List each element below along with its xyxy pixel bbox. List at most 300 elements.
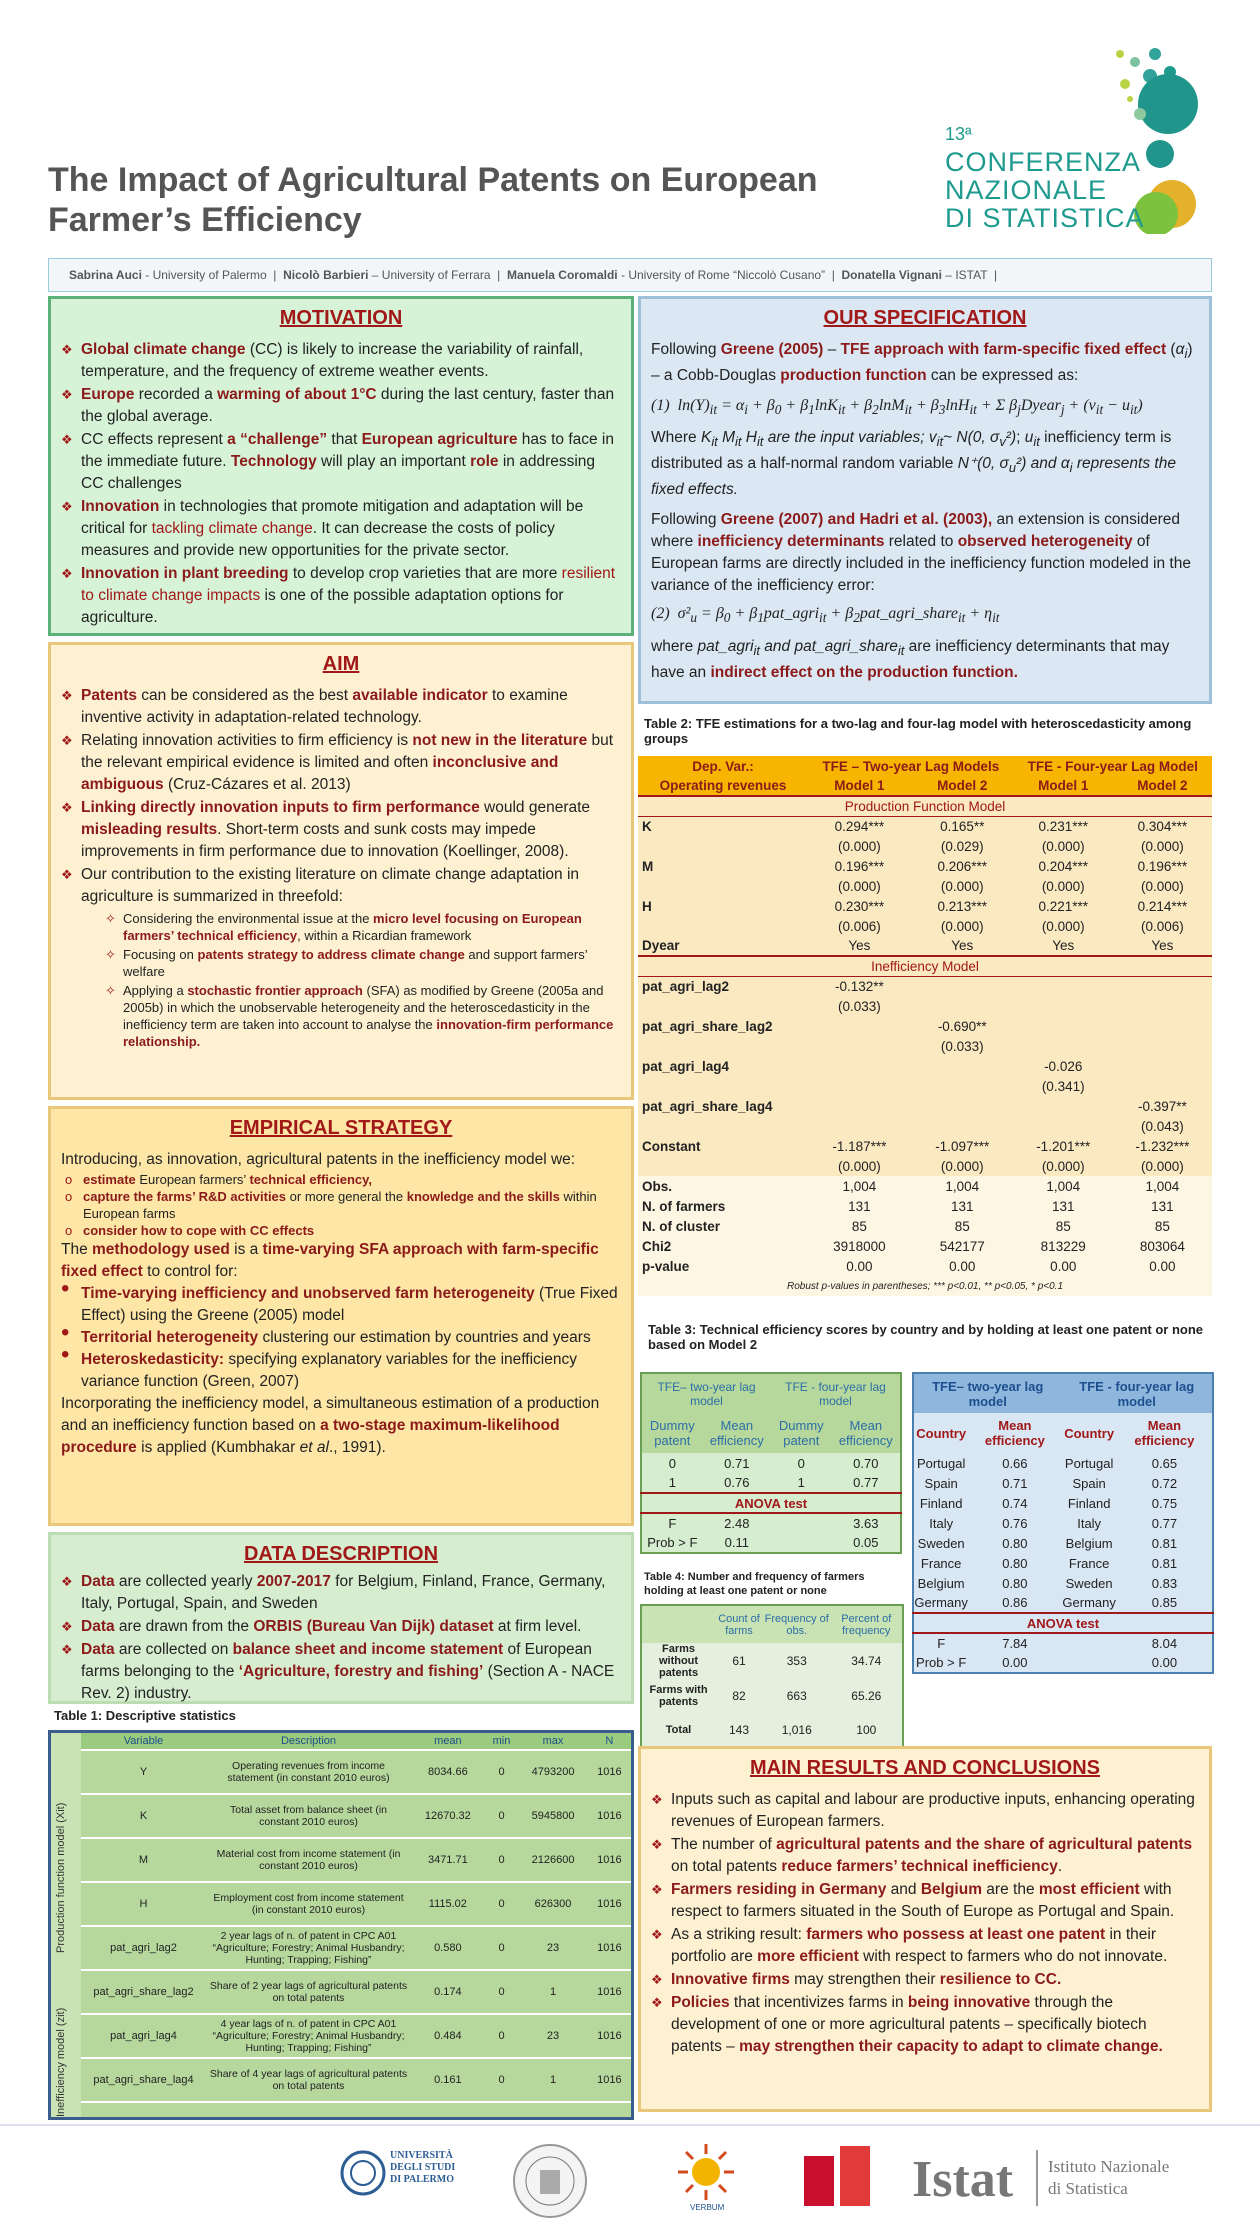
table-cell: 85 [1055,1218,1071,1234]
column-header: Count of farms [718,1612,760,1637]
table-cell: (0.000) [1041,878,1085,894]
table1 [81,1733,631,2103]
section-label: Inefficiency Model [638,956,1212,976]
table3-left [640,1372,902,1554]
table-cell: 131 [1151,1198,1174,1214]
table-cell: 663 [786,1689,807,1703]
spec-text-2: Where $K_{it}$ $M_{it}$ $H_{it}$ are the input variables; $v_{it}\sim$ N(0, $\sigma_v^2$); $u_{it}$ inefficiency term is distributed as a half-normal random variable N⁺(0, $\sigma_u^2$) and $\alpha_i$ represents the fixed effects. [651,429,1176,499]
list-item: o capture the farms’ R&D activities or more general the knowledge and the skills within European farms [61,1188,621,1222]
table-cell: 4 year lags of n. of patent in CPC A01 “Agriculture; Forestry; Animal Husbandry; Hunting; Trapping; Fishing” [206,2014,411,2058]
table-section-row [913,1613,1213,1633]
equation-1: (1) $\ln(Y)_{it} = \alpha_i + \beta_0 + \beta_1\ln K_{it} + \beta_2\ln M_{it} + \beta_3\ln H_{it} + \Sigma$ $\beta_jDyear_j + (v_{it} - u_{it})$ [651,397,1143,418]
table-cell: 12670.32 [411,1794,485,1838]
table-cell: 0 [485,2058,519,2102]
table-row [638,1236,1212,1256]
table-cell: (0.000) [1141,878,1184,894]
sun-logo-text: VERBUM [690,2203,725,2212]
table-cell: 0.74 [1002,1495,1028,1511]
table-row [81,2058,631,2102]
table-cell: 0.65 [1151,1455,1178,1471]
table-cell: 0.304*** [1137,818,1188,834]
column-header: TFE - Four-year Lag Model [1027,758,1198,774]
table-cell: pat_agri_lag4 [81,2014,206,2058]
table2 [638,756,1212,1296]
table-cell: -0.397** [1138,1098,1187,1114]
table-cell: 0.00 [1050,1258,1077,1274]
table-cell: 1016 [588,1970,631,2014]
table-row [638,836,1212,856]
table-cell: 131 [1051,1198,1075,1214]
table-cell: 803064 [1139,1238,1185,1254]
empirical-intro: Introducing, as innovation, agricultural patents in the inefficiency model we: [61,1151,576,1168]
table-row [638,1056,1212,1076]
table-cell: 0.231*** [1038,818,1088,834]
table1-group1-label: Production function model (Xit) [55,1802,67,1953]
table-cell: 0.00 [949,1258,976,1274]
spec-text-1: Following Greene (2005) – TFE approach with farm-specific fixed effect $(\alpha_i)$ – a Cobb-Douglas production function can be expressed as: [651,341,1193,385]
list-item: • Heteroskedasticity: specifying explanatory variables for the inefficiency variance function (Green, 2007) [61,1349,621,1393]
table-row [638,1016,1212,1036]
table-header-row [81,1733,631,1750]
spec-text-4: where pat_agri$_{it}$ and pat_agri_share$_{it}$ are inefficiency determinants that may have an indirect effect on the production function. [651,637,1170,681]
column-header: Model 1 [1038,778,1089,793]
table-row [641,1513,901,1533]
table-cell: 85 [1154,1218,1170,1234]
list-item: ❖ Farmers residing in Germany and Belgium are the most efficient with respect to farmers situated in the South of Europe as Portugal and Spain. [651,1879,1199,1923]
list-item: ✧ Applying a stochastic frontier approach (SFA) as modified by Greene (2005a and 2005b) in which the unobservable heterogeneity and the heteroscedasticity in the inefficiency term are taken into account to analyse the innovation-firm performance relationship. [105,982,621,1050]
table-cell: 23 [518,1926,587,1970]
table-header-row [641,1413,901,1453]
table-section-row [638,796,1212,816]
table-header-row [641,1373,901,1413]
table-cell: -0.026 [1044,1058,1083,1074]
table-cell [1113,1056,1212,1076]
table-cell: (0.029) [940,838,984,854]
table-cell: N. of farmers [642,1198,726,1214]
table-cell: 1016 [588,1882,631,1926]
table-cell: 542177 [939,1238,985,1254]
table-cell [1113,1016,1212,1036]
table-header-row [913,1413,1213,1453]
table-cell: 143 [728,1722,750,1737]
equation-2: (2) $\sigma^2_u = \beta_0$ + $\beta_1pat\_agri_{it}$ + $\beta_2pat\_agri\_share_{it} + \eta_{it}$ [651,605,1000,626]
table-cell: 0 [668,1455,676,1471]
table-cell: M [642,858,654,874]
table-cell [1061,1653,1116,1673]
table-cell: F [937,1636,946,1651]
table-cell: 0.83 [1151,1575,1178,1591]
table-cell: 131 [950,1198,974,1214]
table-cell: Total asset from balance sheet (in constant 2010 euros) [206,1794,411,1838]
table-cell [911,1056,1014,1076]
table-cell: Chi2 [642,1238,672,1254]
list-item: ❖ Innovation in plant breeding to develop crop varieties that are more resilient to climate change impacts is one of the possible adaptation options for agriculture. [61,563,621,629]
table-cell: (0.341) [1041,1078,1085,1094]
list-item: ✧ Focusing on patents strategy to address climate change and support farmers’ welfare [105,946,621,980]
table3-right [912,1372,1214,1674]
table-cell: -1.097*** [935,1138,990,1154]
list-item: ❖ Patents can be considered as the best available indicator to examine inventive activity in adaptation-related technology. [61,685,621,729]
table-row [81,2014,631,2058]
table-cell [1014,1116,1113,1136]
anova-label: ANOVA test [641,1493,901,1513]
table-row [913,1633,1213,1653]
table-cell: (0.000) [1141,1158,1184,1174]
table-cell: 0 [485,1750,519,1794]
table-cell: (0.033) [940,1038,984,1054]
column-header: Mean efficiency [838,1418,893,1448]
table-cell: 0.70 [853,1455,879,1471]
table-cell: (0.000) [940,918,984,934]
table-cell: (0.000) [940,1158,984,1174]
table-cell: (0.000) [1141,838,1184,854]
list-item: ❖ Data are collected on balance sheet and income statement of European farms belonging to the ‘Agriculture, forestry and fishing’ (Section A - NACE Rev. 2) industry. [61,1639,621,1705]
table-cell: Material cost from income statement (in constant 2010 euros) [206,1838,411,1882]
table-cell: Share of 4 year lags of agricultural patents on total patents [206,2058,411,2102]
aim-list [61,685,621,1050]
istat-name [1048,2156,1169,2200]
table-cell: 1016 [588,1794,631,1838]
results-heading: MAIN RESULTS AND CONCLUSIONS [750,1757,1100,1779]
list-item: ❖ Policies that incentivizes farms in being innovative through the development of one or more agricultural patents – specifically biotech patents – may strengthen their capacity to adapt to climate change. [651,1992,1199,2058]
table-cell: 0.81 [1151,1535,1178,1551]
table-cell: 0.221*** [1038,898,1088,914]
table-row [638,1256,1212,1276]
table-cell: 0.00 [1149,1258,1176,1274]
table-cell: 813229 [1040,1238,1086,1254]
column-header: TFE– two-year lag model [932,1378,1044,1409]
motivation-panel [48,296,634,636]
table-row [638,1076,1212,1096]
table-row [81,1838,631,1882]
empirical-panel [48,1106,634,1526]
table-cell: H [642,898,652,914]
table-row [638,876,1212,896]
column-header: max [518,1733,587,1750]
table-cell: 65.26 [851,1689,882,1703]
table-cell: France [1068,1555,1110,1571]
column-header: Mean efficiency [1134,1418,1195,1448]
logo-text: DEGLI STUDI [390,2162,456,2173]
table-cell: 82 [732,1689,746,1703]
table-row [638,1036,1212,1056]
table-cell: Constant [642,1138,701,1154]
table-cell [911,996,1014,1016]
table-header-row [641,1605,903,1643]
table4 [640,1604,904,1748]
table-row [913,1453,1213,1473]
table-cell [911,976,1014,996]
table-cell: (0.000) [1041,1158,1085,1174]
table-cell: Prob > F [647,1535,698,1550]
conference-name-line3: DI STATISTICA [945,203,1145,233]
table-note-row [638,1276,1212,1296]
table-cell [808,1016,911,1036]
poster-title: The Impact of Agricultural Patents on European Farmer’s Efficiency [48,161,818,239]
column-header: Model 2 [937,778,988,793]
list-item: • Territorial heterogeneity clustering our estimation by countries and years [61,1327,621,1349]
table-row [913,1493,1213,1513]
authors-bar: Sabrina Auci - University of Palermo | Nicolò Barbieri – University of Ferrara | Manuela Coromaldi - University of Rome “Niccolò Cusano” | Donatella Vignani – ISTAT | [48,258,1212,292]
list-item: ❖ Innovative firms may strengthen their resilience to CC. [651,1969,1199,1991]
author-name: Donatella Vignani [841,268,942,282]
table-row [81,1882,631,1926]
table-cell: 1 [797,1475,805,1490]
istat-divider [1036,2150,1038,2206]
table-row [638,916,1212,936]
column-header [641,1605,715,1643]
author-affiliation: University of Ferrara [381,268,491,282]
table-cell: (0.000) [838,838,881,854]
table-cell [1014,1096,1113,1116]
author-affiliation: University of Palermo [152,268,267,282]
table-cell [1113,1076,1212,1096]
conference-number: 13ª [945,124,972,144]
footer-divider [0,2124,1260,2126]
list-item: ✧ Considering the environmental issue at the micro level focusing on European farmers’ technical efficiency, within a Ricardian framework [105,910,621,944]
table-cell: 0 [485,1838,519,1882]
table-row [638,1196,1212,1216]
table-row [913,1473,1213,1493]
table-cell [1014,976,1113,996]
table-note: Robust p-values in parentheses; *** p<0.01, ** p<0.05, * p<0.1 [638,1276,1212,1296]
column-header: Percent of frequency [841,1612,892,1637]
conference-name-line1: CONFERENZA [945,147,1142,177]
table-cell: 0.196*** [1137,858,1188,874]
table-cell: F [668,1516,677,1531]
column-header: TFE – Two-year Lag Models [822,758,1000,774]
ferrara-seal-icon [510,2136,590,2226]
results-list [651,1789,1199,2058]
table-row [913,1573,1213,1593]
table-cell: Belgium [1065,1535,1113,1551]
table-cell: Dyear [642,938,680,953]
table-cell: Yes [1052,938,1075,953]
table-cell: 0 [797,1455,805,1471]
table-cell: 1016 [588,2058,631,2102]
table-cell: 0.05 [853,1535,879,1550]
table-cell: 34.74 [851,1654,882,1668]
author-affiliation: University of Rome “Niccolò Cusano” [628,268,826,282]
table-cell: 1016 [588,1926,631,1970]
table-header-row [638,756,1212,776]
table-cell: 61 [732,1654,746,1668]
table-cell: 85 [954,1218,970,1234]
list-item: ❖ Linking directly innovation inputs to firm performance would generate misleading results. Short-term costs and sunk costs may impede improvements in firm performance due to innovation (Koellinger, 2008). [61,797,621,863]
table-cell [808,1036,911,1056]
table-cell: Sweden [917,1535,965,1551]
table-cell: 0.11 [724,1535,749,1550]
table-cell: -1.187*** [832,1138,887,1154]
table-cell: 2126600 [518,1838,587,1882]
aim-panel [48,642,634,1100]
column-header: Mean efficiency [984,1418,1045,1448]
table-cell: Obs. [642,1178,673,1194]
list-item: o consider how to cope with CC effects [61,1222,621,1239]
table-cell: pat_agri_lag2 [81,1926,206,1970]
table-cell: 0 [485,1882,519,1926]
list-item: • Time-varying inefficiency and unobserved farm heterogeneity (True Fixed Effect) using the Greene (2005) model [61,1283,621,1327]
table-cell: Germany [1062,1595,1116,1610]
conference-name-line2: NAZIONALE [945,175,1108,205]
column-header: min [485,1733,519,1750]
table-cell [638,996,808,1016]
table-cell: 0.80 [1002,1555,1028,1571]
table-cell: pat_agri_share_lag4 [81,2058,206,2102]
table-cell: (0.000) [838,878,881,894]
table-row [81,1750,631,1794]
table-cell: 0.71 [1002,1475,1028,1491]
table-row [638,1136,1212,1156]
table-cell: 0.77 [853,1475,879,1490]
table-cell: France [920,1555,962,1571]
table-section-row [638,956,1212,976]
table-row [913,1513,1213,1533]
table-cell: Italy [1077,1515,1102,1531]
table-cell: K [81,1794,206,1838]
table-row [638,976,1212,996]
column-header: Country [1064,1425,1115,1441]
table-cell: 626300 [518,1882,587,1926]
column-header: Variable [81,1733,206,1750]
table-cell: Yes [951,938,974,953]
table-cell: 0.196*** [834,858,885,874]
table-cell: 0.72 [1151,1475,1178,1491]
table-cell: Yes [848,938,871,953]
table-section-row [641,1493,901,1513]
table-cell [808,1116,911,1136]
table-cell [1014,1016,1113,1036]
table-cell: Spain [924,1475,958,1491]
table-cell: Total [665,1723,692,1736]
table-row [913,1533,1213,1553]
empirical-method: The methodology used is a time-varying SFA approach with farm-specific fixed effect to control for: [61,1241,599,1280]
table-row [641,1679,903,1713]
empirical-controls [61,1283,621,1393]
table-cell: (0.000) [1041,838,1085,854]
table-cell: 0.161 [411,2058,485,2102]
table-cell: 0.80 [1002,1535,1028,1551]
table-cell: -1.232*** [1135,1138,1190,1154]
table-cell: 1 [668,1475,676,1490]
column-header: mean [411,1733,485,1750]
table-cell [638,1116,808,1136]
table-cell: 100 [856,1722,877,1737]
table-row [913,1553,1213,1573]
table-cell: 0 [485,1926,519,1970]
author-name: Manuela Coromaldi [506,268,618,282]
istat-logo: Istat [912,2151,1014,2208]
table-cell: pat_agri_lag4 [642,1058,730,1074]
table2-caption: Table 2: TFE estimations for a two-lag and four-lag model with heteroscedasticity among groups [644,716,1192,746]
table-cell: 0.80 [1002,1575,1028,1591]
table-cell: 0 [485,1970,519,2014]
table-cell: 131 [848,1198,871,1214]
table-cell: 2 year lags of n. of patent in CPC A01 “Agriculture; Forestry; Animal Husbandry; Hunting; Trapping; Fishing” [206,1926,411,1970]
table-cell: K [642,818,652,834]
table-row [913,1653,1213,1673]
table-cell: Y [81,1750,206,1794]
list-item: ❖ Innovation in technologies that promote mitigation and adaptation will be critical for tackling climate change. It can decrease the costs of policy measures and provide new opportunities for the private sector. [61,496,621,562]
table-cell: 0.00 [1002,1655,1028,1670]
table-cell: 1 [518,1970,587,2014]
table-cell [638,916,808,936]
column-header: Model 1 [834,778,885,793]
column-header: Mean efficiency [709,1418,764,1448]
table-row [638,1096,1212,1116]
column-header: TFE - four-year lag model [1079,1378,1195,1409]
list-item: ❖ Relating innovation activities to firm efficiency is not new in the literature but the relevant empirical evidence is limited and often inconclusive and ambiguous (Cruz-Cázares et al. 2013) [61,730,621,796]
author-name: Nicolò Barbieri [283,268,369,282]
table-cell: Farms without patents [658,1643,699,1679]
table-row [641,1643,903,1679]
table-cell: (0.043) [1141,1118,1184,1134]
table-cell: 0.174 [411,1970,485,2014]
logo-text: di Statistica [1048,2179,1128,2198]
table-cell [1113,996,1212,1016]
table-cell: 5945800 [518,1794,587,1838]
table-row [638,996,1212,1016]
column-header: Operating revenues [659,778,787,793]
table-cell [638,1156,808,1176]
table-row [638,1116,1212,1136]
table-cell: 1016 [588,1838,631,1882]
table-cell [808,1076,911,1096]
column-header: TFE– two-year lag model [657,1379,756,1408]
table-row [638,1156,1212,1176]
table-cell: 0.00 [846,1258,873,1274]
table-cell [911,1116,1014,1136]
table-cell [771,1533,832,1553]
aim-heading: AIM [322,653,360,675]
table-row [638,936,1212,956]
table-cell: 0.76 [1002,1515,1028,1531]
data-description-panel [48,1532,634,1704]
table-cell: Operating revenues from income statement (in constant 2010 euros) [206,1750,411,1794]
list-item: ❖ As a striking result: farmers who possess at least one patent in their portfolio are more efficient with respect to farmers who do not innovate. [651,1924,1199,1968]
table-cell: 2.48 [724,1516,750,1531]
table1-caption: Table 1: Descriptive statistics [54,1708,236,1723]
list-item: ❖ Our contribution to the existing literature on climate change adaptation in agriculture is summarized in threefold: ✧ Considering the environmental issue at the micro level focusing on European farmers’ technical efficiency, within a Ricardian framework ✧ Focusing on patents strategy to address climate change and support farmers’ welfare ✧ Applying a stochastic frontier approach (SFA) as modified by Greene (2005a and 2005b) in which the unobservable heterogeneity and the heteroscedasticity in the inefficiency term are taken into account to analyse the innovation-firm performance relationship. [61,864,621,1050]
list-item: ❖ CC effects represent a “challenge” that European agriculture has to face in the immediate future. Technology will play an important role in addressing CC challenges [61,429,621,495]
table-cell [1014,996,1113,1016]
table-row [641,1473,901,1493]
table-cell [1113,1036,1212,1056]
table-cell: (0.000) [1041,918,1085,934]
table-cell: 23 [518,2014,587,2058]
table-cell [911,1096,1014,1116]
table-cell: Belgium [917,1575,965,1591]
motivation-list [61,339,621,629]
author-affiliation: ISTAT [955,268,988,282]
empirical-conclusion: Incorporating the inefficiency model, a simultaneous estimation of a production and an inefficiency function based on a two-stage maximum-likelihood procedure is applied (Kumbhakar et al., 1991). [61,1395,600,1456]
data-description-heading: DATA DESCRIPTION [243,1543,439,1565]
table-cell: 0 [485,2014,519,2058]
table-row [638,816,1212,836]
table-cell: 4793200 [518,1750,587,1794]
table-cell: 0.213*** [937,898,987,914]
table-cell: 1,004 [945,1178,980,1194]
table-cell: Portugal [1064,1455,1114,1471]
list-item: o estimate European farmers’ technical efficiency, [61,1171,621,1188]
table-header-row [638,776,1212,796]
logo-text: UNIVERSITÀ [390,2150,453,2161]
table-cell: 0.77 [1151,1515,1178,1531]
table-row [641,1453,901,1473]
table-cell: Prob > F [916,1655,967,1670]
table-cell: p-value [642,1258,690,1274]
table-cell: Farms with patents [649,1684,708,1708]
